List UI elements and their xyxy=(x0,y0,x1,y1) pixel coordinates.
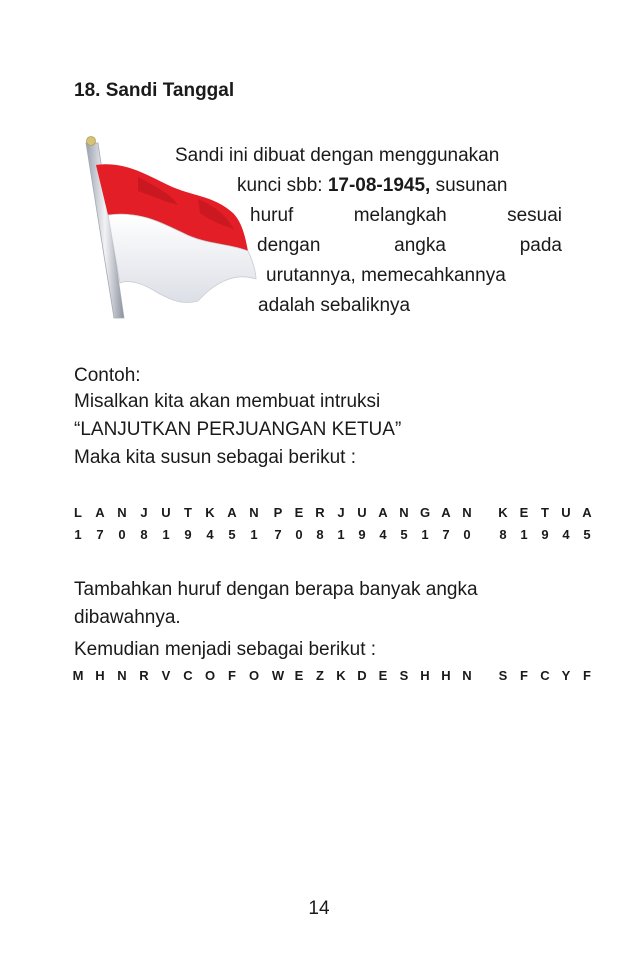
plaintext-letter: E xyxy=(519,505,529,520)
plaintext-letter: T xyxy=(184,505,192,520)
key-digit: 0 xyxy=(463,527,471,542)
plaintext-letter: N xyxy=(249,505,259,520)
plaintext-letter: G xyxy=(419,505,431,520)
plaintext-letter: P xyxy=(273,505,283,520)
key-digit: 8 xyxy=(316,527,324,542)
key-digit: 5 xyxy=(583,527,591,542)
key-digit: 1 xyxy=(162,527,170,542)
intro-line-1: Sandi ini dibuat dengan menggunakan xyxy=(175,145,500,166)
key-digit: 0 xyxy=(118,527,126,542)
intro-line-6: adalah sebaliknya xyxy=(258,295,411,316)
intro-line-2-suffix: susunan xyxy=(430,175,508,196)
intro-line-5: urutannya, memecahkannya xyxy=(266,265,506,286)
ciphertext-letter: K xyxy=(336,668,346,683)
intro-word: dengan xyxy=(257,235,321,256)
key-digit: 1 xyxy=(250,527,258,542)
plaintext-letter: U xyxy=(561,505,571,520)
ciphertext-letter: H xyxy=(441,668,451,683)
ciphertext-letter: C xyxy=(540,668,550,683)
ciphertext-letter: C xyxy=(183,668,193,683)
key-digit: 7 xyxy=(274,527,282,542)
intro-word: angka xyxy=(394,235,446,256)
plaintext-letter: E xyxy=(294,505,304,520)
ciphertext-letter: Y xyxy=(561,668,571,683)
ciphertext-letter: S xyxy=(399,668,409,683)
plaintext-letter: A xyxy=(441,505,451,520)
intro-line-3 xyxy=(250,201,562,231)
key-digit: 8 xyxy=(499,527,507,542)
plaintext-letter: R xyxy=(315,505,325,520)
key-digit: 9 xyxy=(541,527,549,542)
ciphertext-letter: N xyxy=(117,668,127,683)
plaintext-letter: N xyxy=(399,505,409,520)
plaintext-letter: A xyxy=(227,505,237,520)
example-line-1: Misalkan kita akan membuat intruksi xyxy=(74,391,381,412)
ciphertext-letter: E xyxy=(378,668,388,683)
instruction-line-1: Tambahkan huruf dengan berapa banyak angka xyxy=(74,579,478,600)
ciphertext-letter: S xyxy=(498,668,508,683)
plaintext-letter: N xyxy=(117,505,127,520)
plaintext-letter: K xyxy=(205,505,215,520)
key-digit-row xyxy=(74,527,590,547)
instruction-line-3: Kemudian menjadi sebagai berikut : xyxy=(74,639,377,660)
ciphertext-letter: O xyxy=(248,668,260,683)
plaintext-letter: U xyxy=(161,505,171,520)
key-digit: 5 xyxy=(400,527,408,542)
page-number: 14 xyxy=(308,898,330,919)
plaintext-letter: A xyxy=(95,505,105,520)
key-digit: 0 xyxy=(295,527,303,542)
cipher-key: 17-08-1945, xyxy=(327,175,431,196)
key-digit: 8 xyxy=(140,527,148,542)
key-digit: 7 xyxy=(442,527,450,542)
plaintext-letter: L xyxy=(74,505,82,520)
key-digit: 5 xyxy=(228,527,236,542)
key-digit: 1 xyxy=(74,527,82,542)
ciphertext-letter: E xyxy=(294,668,304,683)
ciphertext-letter: M xyxy=(72,668,84,683)
ciphertext-letter: F xyxy=(228,668,236,683)
instruction-line-2: dibawahnya. xyxy=(74,607,181,628)
intro-word: pada xyxy=(519,235,562,256)
example-label: Contoh: xyxy=(74,365,141,386)
key-digit: 4 xyxy=(562,527,570,542)
ciphertext-letter: H xyxy=(420,668,430,683)
plaintext-letter: J xyxy=(140,505,148,520)
example-line-2: “LANJUTKAN PERJUANGAN KETUA” xyxy=(74,419,402,440)
intro-word: sesuai xyxy=(507,205,562,226)
key-digit: 4 xyxy=(379,527,387,542)
plaintext-letter: N xyxy=(462,505,472,520)
key-digit: 7 xyxy=(96,527,104,542)
ciphertext-letter: Z xyxy=(316,668,324,683)
plaintext-letter: A xyxy=(378,505,388,520)
plaintext-letter: K xyxy=(498,505,508,520)
ciphertext-letter: R xyxy=(139,668,149,683)
intro-word: melangkah xyxy=(353,205,447,226)
ciphertext-letter: F xyxy=(583,668,591,683)
plaintext-letter-row xyxy=(74,505,590,525)
section-heading: 18. Sandi Tanggal xyxy=(74,80,235,101)
plaintext-letter: A xyxy=(582,505,592,520)
intro-line-2-prefix: kunci sbb: xyxy=(237,175,328,196)
key-digit: 1 xyxy=(520,527,528,542)
key-digit: 4 xyxy=(206,527,214,542)
ciphertext-letter: V xyxy=(161,668,171,683)
intro-word: huruf xyxy=(250,205,294,226)
ciphertext-letter: H xyxy=(95,668,105,683)
plaintext-letter: J xyxy=(337,505,345,520)
plaintext-letter: U xyxy=(357,505,367,520)
ciphertext-letter: N xyxy=(462,668,472,683)
ciphertext-letter: F xyxy=(520,668,528,683)
ciphertext-letter: W xyxy=(271,668,285,683)
ciphertext-letter: D xyxy=(357,668,367,683)
key-digit: 1 xyxy=(337,527,345,542)
ciphertext-letter-row xyxy=(74,668,590,688)
plaintext-letter: T xyxy=(541,505,549,520)
key-digit: 9 xyxy=(184,527,192,542)
key-digit: 1 xyxy=(421,527,429,542)
intro-line-4 xyxy=(257,231,562,261)
example-line-3: Maka kita susun sebagai berikut : xyxy=(74,447,356,468)
ciphertext-letter: O xyxy=(204,668,216,683)
intro-line-2 xyxy=(237,171,507,201)
key-digit: 9 xyxy=(358,527,366,542)
